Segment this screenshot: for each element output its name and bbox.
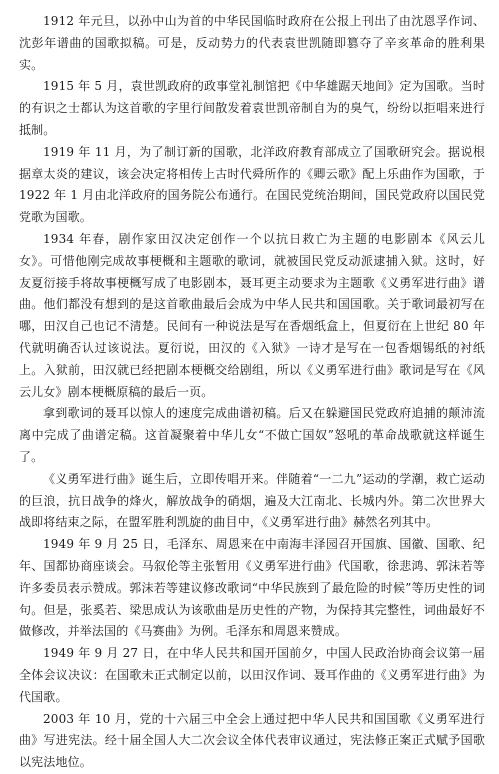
- paragraph-1915: 1915 年 5 月，袁世凯政府的政事堂礼制馆把《中华雄踞天地间》定为国歌。当时的有识之士都认为这首歌的字里行间散发着袁世凯帝制自为的臭气，纷纷以拒唱来进行抵制。: [19, 79, 485, 137]
- paragraph-1934: 1934 年春，剧作家田汉决定创作一个以抗日救亡为主题的电影剧本《风云儿女》。可惜他刚完成故事梗概和主题歌的歌词，就被国民党反动派逮捕入狱。这时，好友夏衍接手将故事梗概写成了电影剧本，聂耳更主动要求为主题歌《义勇军进行曲》谱曲。他们都没有想到的是这首歌曲最后会成为中华人民共和国国歌。关于歌词最初写在哪，田汉自己也记不清楚。民间有一种说法是写在香烟纸盒上，但夏衍在上世纪 80 年代就明确否认过该说法。夏衍说，田汉的《入狱》一诗才是写在一包香烟锡纸的衬纸上。入狱前，田汉就已经把剧本梗概交给剧组，所以《义勇军进行曲》歌词是写在《风云儿女》剧本梗概原稿的最后一页。: [19, 231, 485, 399]
- paragraph-1919: 1919 年 11 月，为了制订新的国歌，北洋政府教育部成立了国歌研究会。据说根据章太炎的建议，该会决定将相传上古时代舜所作的《卿云歌》配上乐曲作为国歌，于 1922 年 1 月由北洋政府的国务院公布通行。在国民党统治期间，国民党政府以国民党党歌为国歌。: [19, 144, 485, 225]
- paragraph-2003: 2003 年 10 月，党的十六届三中全会上通过把中华人民共和国国歌《义勇军进行曲》写进宪法。经十届全国人大二次会议全体代表审议通过，宪法修正案正式赋予国歌以宪法地位。: [19, 711, 485, 770]
- paragraph-nie-er: 拿到歌词的聂耳以惊人的速度完成曲谱初稿。后又在躲避国民党政府追捕的颠沛流离中完成了曲谱定稿。这首凝聚着中华儿女“不做亡国奴”怒吼的革命战歌就这样诞生了。: [19, 406, 485, 464]
- paragraph-1949-09-25: 1949 年 9 月 25 日，毛泽东、周恩来在中南海丰泽园召开国旗、国徽、国歌、纪年、国都协商座谈会。马叙伦等主张暂用《义勇军进行曲》代国歌，徐悲鸿、郭沫若等许多委员表示赞成。郭沫若等建议修改歌词“中华民族到了最危险的时候”等历史性的词句。但是，张奚若、梁思成认为该歌曲是历史性的产物，为保持其完整性，词曲最好不做修改，并举法国的《马赛曲》为例。毛泽东和周恩来赞成。: [19, 537, 485, 639]
- paragraph-1949-09-27: 1949 年 9 月 27 日，在中华人民共和国开国前夕，中国人民政治协商会议第一届全体会议决议：在国歌未正式制定以前，以田汉作词、聂耳作曲的《义勇军进行曲》为代国歌。: [19, 646, 485, 704]
- paragraph-spread: 《义勇军进行曲》诞生后，立即传唱开来。伴随着“一二九”运动的学潮，救亡运动的巨浪，抗日战争的烽火，解放战争的硝烟，遍及大江南北、长城内外。第二次世界大战即将结束之际，在盟军胜利凯旋的曲目中，《义勇军进行曲》赫然名列其中。: [19, 471, 485, 530]
- paragraph-1912: 1912 年元旦，以孙中山为首的中华民国临时政府在公报上刊出了由沈恩孚作词、沈彭年谱曲的国歌拟稿。可是，反动势力的代表袁世凯随即篡夺了辛亥革命的胜利果实。: [19, 14, 485, 72]
